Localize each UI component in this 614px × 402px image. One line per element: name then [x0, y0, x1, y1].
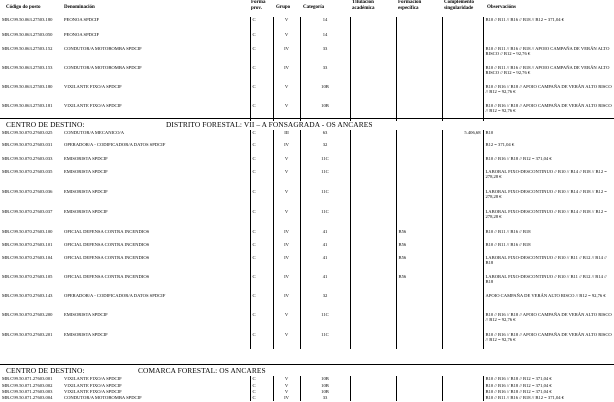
- cell-code: MR.C99.50.063.27503.153: [2, 65, 53, 70]
- cell-formacion: [396, 17, 442, 32]
- cell-complemento: [442, 376, 483, 383]
- cell-code: MR.C99.50.063.27503.180: [2, 17, 53, 22]
- cell-denomination: PEONOA SPDCIF: [64, 17, 100, 22]
- cell-observacions: B10 // B16 // B18 // B12 = 371,04 €: [483, 383, 614, 389]
- cell-grupo: IV: [273, 142, 300, 156]
- cell-grupo: IV: [273, 229, 300, 242]
- cell-forma: C: [250, 156, 273, 169]
- cell-denomination: VIXILANTE FIXO/A SPDCIF: [64, 389, 122, 394]
- cell-categoria: 41: [300, 274, 350, 293]
- cell-code: MR.C99.50.070.27603.100: [2, 229, 53, 234]
- cell-forma: C: [250, 142, 273, 156]
- cell-complemento: [442, 293, 483, 312]
- section-label: CENTRO DE DESTINO:: [6, 366, 85, 375]
- cell-formacion: B56: [396, 242, 442, 255]
- header-denominacion: Denominación: [64, 5, 95, 10]
- cell-grupo: V: [273, 209, 300, 229]
- cell-grupo: V: [273, 84, 300, 103]
- cell-categoria: 33: [300, 46, 350, 65]
- cell-categoria: 32: [300, 142, 350, 156]
- cell-categoria: 33: [300, 65, 350, 84]
- cell-titulacion: [350, 46, 396, 65]
- cell-denomination: EMISORISTA SPDCIF: [64, 189, 108, 194]
- table-row: [0, 130, 614, 142]
- cell-categoria: 11C: [300, 209, 350, 229]
- cell-code: MR.C99.50.070.27603.037: [2, 209, 53, 214]
- cell-observacions: LABORAL FIXO-DESCONTINUO // B10 // B14 // B18 // B12 = 278,28 €: [483, 209, 614, 229]
- cell-denomination: EMISORISTA SPDCIF: [64, 209, 108, 214]
- table-row: [0, 395, 614, 401]
- header-forma-2: prov.: [251, 6, 262, 11]
- table-row: [0, 209, 614, 229]
- section-label: CENTRO DE DESTINO:: [6, 120, 85, 129]
- cell-observacions: B10: [483, 130, 614, 142]
- table-row: [0, 189, 614, 209]
- table-row: [0, 84, 614, 103]
- cell-code: MR.C99.50.070.27603.025: [2, 130, 53, 135]
- cell-formacion: [396, 209, 442, 229]
- cell-titulacion: [350, 242, 396, 255]
- cell-categoria: 14: [300, 32, 350, 46]
- cell-titulacion: [350, 130, 396, 142]
- cell-complemento: [442, 156, 483, 169]
- cell-denomination: EMISORISTA SPDCIF: [64, 312, 108, 317]
- table-row: [0, 376, 614, 383]
- header-formacion-2: específica: [398, 6, 419, 11]
- column-header-row: [0, 0, 614, 18]
- cell-denomination: EMISORISTA SPDCIF: [64, 332, 108, 337]
- table-row: [0, 229, 614, 242]
- cell-formacion: B56: [396, 229, 442, 242]
- table-row: [0, 46, 614, 65]
- header-titulacion-2: académica: [352, 6, 375, 11]
- cell-code: MR.C99.50.063.27503.180: [2, 84, 53, 89]
- header-categoria: Categoría: [303, 5, 325, 10]
- table-row: [0, 169, 614, 189]
- cell-forma: C: [250, 169, 273, 189]
- cell-categoria: 41: [300, 255, 350, 274]
- cell-forma: C: [250, 65, 273, 84]
- cell-code: MR.C99.50.070.27603.036: [2, 189, 53, 194]
- cell-complemento: [442, 395, 483, 401]
- section-name: DISTRITO FORESTAL: VII – A FONSAGRADA - OS ANCARES: [166, 120, 373, 129]
- cell-grupo: III: [273, 130, 300, 142]
- cell-grupo: IV: [273, 65, 300, 84]
- cell-formacion: [396, 130, 442, 142]
- cell-categoria: 11C: [300, 332, 350, 349]
- cell-categoria: 41: [300, 242, 350, 255]
- cell-categoria: 10B: [300, 84, 350, 103]
- cell-forma: C: [250, 229, 273, 242]
- cell-forma: C: [250, 242, 273, 255]
- cell-forma: C: [250, 84, 273, 103]
- cell-denomination: OFICIAL DEFENSA CONTRA INCENDIOS: [64, 242, 150, 247]
- cell-code: MR.C99.50.070.27603.105: [2, 274, 53, 279]
- table-row: [0, 142, 614, 156]
- cell-categoria: 41: [300, 229, 350, 242]
- cell-grupo: V: [273, 189, 300, 209]
- cell-grupo: IV: [273, 293, 300, 312]
- cell-grupo: V: [273, 383, 300, 389]
- cell-denomination: CONDUTOR/A MOTOBOMBA SPDCIF: [64, 65, 142, 70]
- cell-titulacion: [350, 142, 396, 156]
- cell-forma: C: [250, 189, 273, 209]
- cell-observacions: B10 // B11 // B16 // B18 // APOIO CAMPAÑA DE VERÁN ALTO RISCO // B12 = 92,76 €: [483, 46, 614, 65]
- cell-categoria: 10B: [300, 383, 350, 389]
- cell-forma: C: [250, 274, 273, 293]
- cell-complemento: [442, 332, 483, 349]
- cell-forma: C: [250, 17, 273, 32]
- cell-forma: C: [250, 130, 273, 142]
- cell-code: MR.C99.50.070.27603.033: [2, 156, 53, 161]
- cell-titulacion: [350, 84, 396, 103]
- cell-grupo: IV: [273, 274, 300, 293]
- table-row: [0, 65, 614, 84]
- cell-titulacion: [350, 332, 396, 349]
- cell-grupo: V: [273, 103, 300, 121]
- cell-formacion: [396, 189, 442, 209]
- cell-denomination: CONDUTOR/A MOTOBOMBA SPDCIF: [64, 395, 142, 400]
- table-row: [0, 255, 614, 274]
- cell-grupo: IV: [273, 255, 300, 274]
- cell-observacions: B10 // B11 // B16 // B18 // B12 = 371,04 €: [483, 395, 614, 401]
- cell-complemento: [442, 312, 483, 332]
- cell-code: MR.C99.50.063.27503.181: [2, 103, 53, 108]
- cell-code: MR.C99.50.070.27603.101: [2, 242, 53, 247]
- header-complemento-2: singularidade: [444, 6, 474, 11]
- cell-titulacion: [350, 376, 396, 383]
- cell-denomination: CONDUTOR/A MOTOBOMBA SPDCIF: [64, 46, 142, 51]
- cell-formacion: [396, 312, 442, 332]
- cell-titulacion: [350, 395, 396, 401]
- cell-complemento: [442, 17, 483, 32]
- header-complemento-1: Complemento: [444, 0, 474, 5]
- posts-table-block-1: [0, 130, 614, 349]
- header-codigo: Código do posto: [6, 5, 41, 10]
- table-row: [0, 242, 614, 255]
- cell-formacion: [396, 293, 442, 312]
- cell-categoria: 11C: [300, 312, 350, 332]
- cell-forma: C: [250, 332, 273, 349]
- cell-observacions: B10 // B16 // B18 // B12 = 371,04 €: [483, 376, 614, 383]
- cell-categoria: 11C: [300, 156, 350, 169]
- cell-observacions: B10 // B16 // B18 // APOIO CAMPAÑA DE VERÁN ALTO RISCO // B12 = 92,76 €: [483, 332, 614, 349]
- cell-observacions: LABORAL FIXO-DESCONTINUO // B10 // B11 // B12 // B14 // B18: [483, 255, 614, 274]
- cell-denomination: OFICIAL DEFENSA CONTRA INCENDIOS: [64, 255, 150, 260]
- cell-formacion: [396, 156, 442, 169]
- cell-code: MR.C99.50.070.27603.035: [2, 169, 53, 174]
- cell-titulacion: [350, 312, 396, 332]
- cell-grupo: IV: [273, 242, 300, 255]
- cell-categoria: 63: [300, 130, 350, 142]
- cell-complemento: [442, 242, 483, 255]
- cell-titulacion: [350, 229, 396, 242]
- cell-complemento: [442, 209, 483, 229]
- cell-denomination: CONDUTOR/A MECANICO/A: [64, 130, 125, 135]
- table-row: [0, 332, 614, 349]
- cell-forma: C: [250, 103, 273, 121]
- cell-formacion: B56: [396, 255, 442, 274]
- cell-grupo: V: [273, 332, 300, 349]
- cell-grupo: IV: [273, 46, 300, 65]
- cell-observacions: LABORAL FIXO-DESCONTINUO // B10 // B14 // B18 // B12 = 278,28 €: [483, 169, 614, 189]
- cell-complemento: [442, 65, 483, 84]
- cell-grupo: V: [273, 169, 300, 189]
- cell-complemento: 5.406,68: [442, 130, 483, 142]
- cell-formacion: [396, 169, 442, 189]
- header-grupo: Grupo: [276, 5, 291, 10]
- table-row: [0, 312, 614, 332]
- header-observacions: Observacións: [487, 5, 516, 10]
- cell-formacion: [396, 142, 442, 156]
- header-formacion-1: Formación: [398, 0, 422, 5]
- cell-titulacion: [350, 156, 396, 169]
- cell-grupo: IV: [273, 395, 300, 401]
- cell-forma: C: [250, 209, 273, 229]
- cell-forma: C: [250, 293, 273, 312]
- cell-grupo: V: [273, 17, 300, 32]
- cell-grupo: V: [273, 376, 300, 383]
- cell-categoria: 10B: [300, 376, 350, 383]
- cell-complemento: [442, 229, 483, 242]
- cell-titulacion: [350, 169, 396, 189]
- cell-code: MR.C99.50.070.27603.031: [2, 142, 53, 147]
- cell-titulacion: [350, 65, 396, 84]
- cell-denomination: VIXILANTE FIXO/A SPDCIF: [64, 84, 122, 89]
- cell-observacions: B10 // B11 // B16 // B18 // B12 = 371,04 €: [483, 17, 614, 32]
- cell-denomination: EMISORISTA SPDCIF: [64, 156, 108, 161]
- cell-denomination: VIXILANTE FIXO/A SPDCIF: [64, 103, 122, 108]
- table-row: [0, 32, 614, 46]
- cell-denomination: VIXILANTE FIXO/A SPDCIF: [64, 376, 122, 381]
- cell-categoria: 14: [300, 17, 350, 32]
- cell-code: MR.C99.50.070.27603.200: [2, 312, 53, 317]
- cell-forma: C: [250, 376, 273, 383]
- table-row: [0, 156, 614, 169]
- cell-observacions: LABORAL FIXO-DESCONTINUO // B10 // B14 // B18 // B12 = 278,28 €: [483, 189, 614, 209]
- cell-observacions: B10 // B16 // B18 // APOIO CAMPAÑA DE VERÁN ALTO RISCO // B12 = 92,76 €: [483, 312, 614, 332]
- cell-titulacion: [350, 189, 396, 209]
- cell-complemento: [442, 32, 483, 46]
- cell-code: MR.C99.50.071.27603.004: [2, 395, 53, 400]
- cell-complemento: [442, 84, 483, 103]
- cell-observacions: B10 // B11 // B16 // B18: [483, 242, 614, 255]
- cell-denomination: VIXILANTE FIXO/A SPDCIF: [64, 383, 122, 388]
- cell-formacion: [396, 332, 442, 349]
- cell-formacion: B56: [396, 274, 442, 293]
- cell-denomination: OPERADOR/A - CODIFICADOR/A DATOS SPDCIF: [64, 142, 166, 147]
- cell-denomination: OFICIAL DEFENSA CONTRA INCENDIOS: [64, 229, 150, 234]
- cell-categoria: 33: [300, 395, 350, 401]
- cell-formacion: [396, 376, 442, 383]
- cell-observacions: B10 // B16 // B18 // APOIO CAMPAÑA DE VERÁN ALTO RISCO // B12 = 92,76 €: [483, 103, 614, 121]
- cell-denomination: OFICIAL DEFENSA CONTRA INCENDIOS: [64, 274, 150, 279]
- cell-grupo: V: [273, 312, 300, 332]
- cell-observacions: B10 // B16 // B18 // B12 = 371,04 €: [483, 389, 614, 395]
- cell-observacions: APOIO CAMPAÑA DE VERÁN ALTO RISCO // B12 = 92,76 €: [483, 293, 614, 312]
- cell-forma: C: [250, 383, 273, 389]
- cell-titulacion: [350, 255, 396, 274]
- cell-forma: C: [250, 395, 273, 401]
- cell-forma: C: [250, 32, 273, 46]
- cell-forma: C: [250, 389, 273, 395]
- header-forma-1: Forma: [251, 0, 266, 5]
- cell-denomination: EMISORISTA SPDCIF: [64, 169, 108, 174]
- table-row: [0, 293, 614, 312]
- cell-grupo: V: [273, 389, 300, 395]
- header-titulacion-1: Titulación: [352, 0, 374, 5]
- cell-code: MR.C99.50.071.27603.003: [2, 389, 53, 394]
- cell-titulacion: [350, 209, 396, 229]
- cell-titulacion: [350, 293, 396, 312]
- cell-denomination: PEONOA SPDCIF: [64, 32, 100, 37]
- cell-grupo: V: [273, 32, 300, 46]
- cell-complemento: [442, 169, 483, 189]
- cell-formacion: [396, 84, 442, 103]
- cell-complemento: [442, 142, 483, 156]
- cell-code: MR.C99.50.063.27503.050: [2, 32, 53, 37]
- cell-grupo: V: [273, 156, 300, 169]
- cell-categoria: 32: [300, 293, 350, 312]
- table-row: [0, 17, 614, 32]
- cell-titulacion: [350, 17, 396, 32]
- cell-categoria: 10B: [300, 103, 350, 121]
- section-name: COMARCA FORESTAL: OS ANCARES: [138, 366, 266, 375]
- cell-observacions: B10 // B11 // B16 // B18: [483, 229, 614, 242]
- cell-code: MR.C99.50.070.27603.143: [2, 293, 53, 298]
- cell-categoria: 11C: [300, 189, 350, 209]
- cell-observacions: B10 // B16 // B18 // B12 = 371,04 €: [483, 156, 614, 169]
- table-row: [0, 274, 614, 293]
- cell-forma: C: [250, 255, 273, 274]
- cell-complemento: [442, 46, 483, 65]
- cell-code: MR.C99.50.071.27603.002: [2, 383, 53, 388]
- cell-forma: C: [250, 46, 273, 65]
- cell-observacions: B10 // B11 // B16 // B18 // APOIO CAMPAÑA DE VERÁN ALTO RISCO // B12 = 92,76 €: [483, 65, 614, 84]
- cell-observacions: B12 = 371,04 €: [483, 142, 614, 156]
- cell-denomination: OPERADOR/A - CODIFICADOR/A DATOS SPDCIF: [64, 293, 166, 298]
- cell-code: MR.C99.50.063.27503.152: [2, 46, 53, 51]
- cell-formacion: [396, 395, 442, 401]
- cell-formacion: [396, 32, 442, 46]
- cell-formacion: [396, 65, 442, 84]
- cell-categoria: 11C: [300, 169, 350, 189]
- cell-formacion: [396, 46, 442, 65]
- cell-categoria: 10B: [300, 389, 350, 395]
- posts-table-block-0: [0, 17, 614, 121]
- cell-code: MR.C99.50.070.27603.201: [2, 332, 53, 337]
- cell-complemento: [442, 255, 483, 274]
- cell-code: MR.C99.50.071.27603.001: [2, 376, 53, 381]
- cell-titulacion: [350, 274, 396, 293]
- posts-table-block-2: [0, 376, 614, 401]
- cell-titulacion: [350, 32, 396, 46]
- cell-complemento: [442, 189, 483, 209]
- cell-complemento: [442, 274, 483, 293]
- cell-forma: C: [250, 312, 273, 332]
- cell-code: MR.C99.50.070.27603.104: [2, 255, 53, 260]
- cell-observacions: [483, 32, 614, 46]
- cell-observacions: LABORAL FIXO-DESCONTINUO // B10 // B11 // B12 // B14 // B18: [483, 274, 614, 293]
- cell-observacions: B10 // B16 // B18 // APOIO CAMPAÑA DE VERÁN ALTO RISCO // B12 = 92,76 €: [483, 84, 614, 103]
